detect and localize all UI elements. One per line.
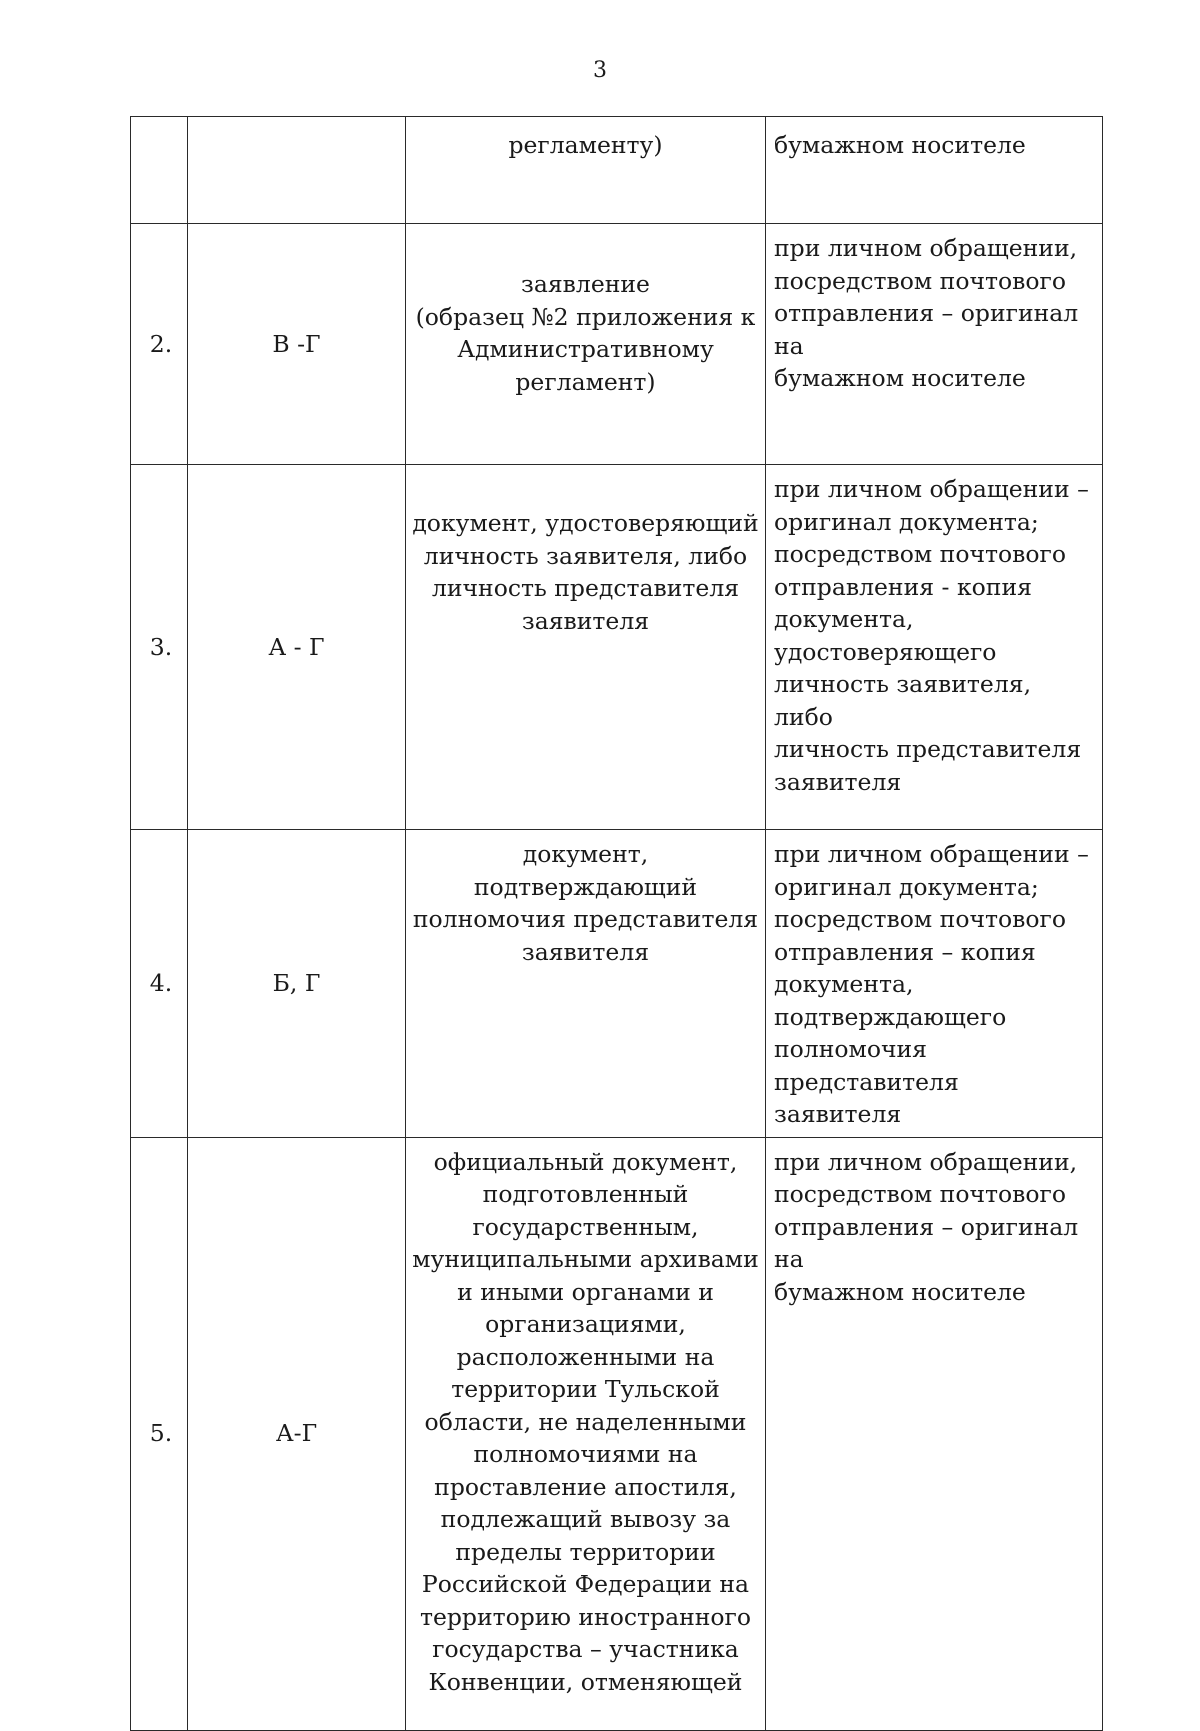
variant-cell: А-Г (188, 1137, 406, 1730)
table-row (131, 830, 1103, 1138)
row-number-cell (131, 117, 188, 224)
variant-cell: А - Г (188, 465, 406, 830)
document-cell: документ, удостоверяющий личность заявителя, либо личность представителя заявителя (406, 465, 766, 830)
page-number: 3 (593, 58, 607, 83)
table-row (131, 117, 1103, 224)
submission-method-cell: при личном обращении – оригинал документа; посредством почтового отправления – копия документа, подтверждающего полномочия представителя заявителя (766, 830, 1103, 1138)
submission-method-cell: бумажном носителе (766, 117, 1103, 224)
table-row (131, 465, 1103, 830)
row-number-cell: 4. (131, 830, 188, 1138)
variant-cell: В -Г (188, 224, 406, 465)
submission-method-cell: при личном обращении, посредством почтового отправления – оригинал на бумажном носителе (766, 224, 1103, 465)
document-cell: официальный документ, подготовленный государственным, муниципальными архивами и иными органами и организациями, расположенными на территории Тульской области, не наделенными полномочиями на проставление апостиля, подлежащий вывозу за пределы территории Российской Федерации на территорию иностранного государства – участника Конвенции, отменяющей (406, 1137, 766, 1730)
submission-method-cell: при личном обращении – оригинал документа; посредством почтового отправления - копия документа, удостоверяющего личность заявителя, либо личность представителя заявителя (766, 465, 1103, 830)
documents-table (130, 116, 1103, 1731)
submission-method-cell: при личном обращении, посредством почтового отправления – оригинал на бумажном носителе (766, 1137, 1103, 1730)
document-cell: заявление (образец №2 приложения к Административному регламент) (406, 224, 766, 465)
row-number-cell: 3. (131, 465, 188, 830)
variant-cell (188, 117, 406, 224)
document-cell: регламенту) (406, 117, 766, 224)
variant-cell: Б, Г (188, 830, 406, 1138)
row-number-cell: 5. (131, 1137, 188, 1730)
row-number-cell: 2. (131, 224, 188, 465)
document-cell: документ, подтверждающий полномочия представителя заявителя (406, 830, 766, 1138)
table-row (131, 1137, 1103, 1730)
table-row (131, 224, 1103, 465)
